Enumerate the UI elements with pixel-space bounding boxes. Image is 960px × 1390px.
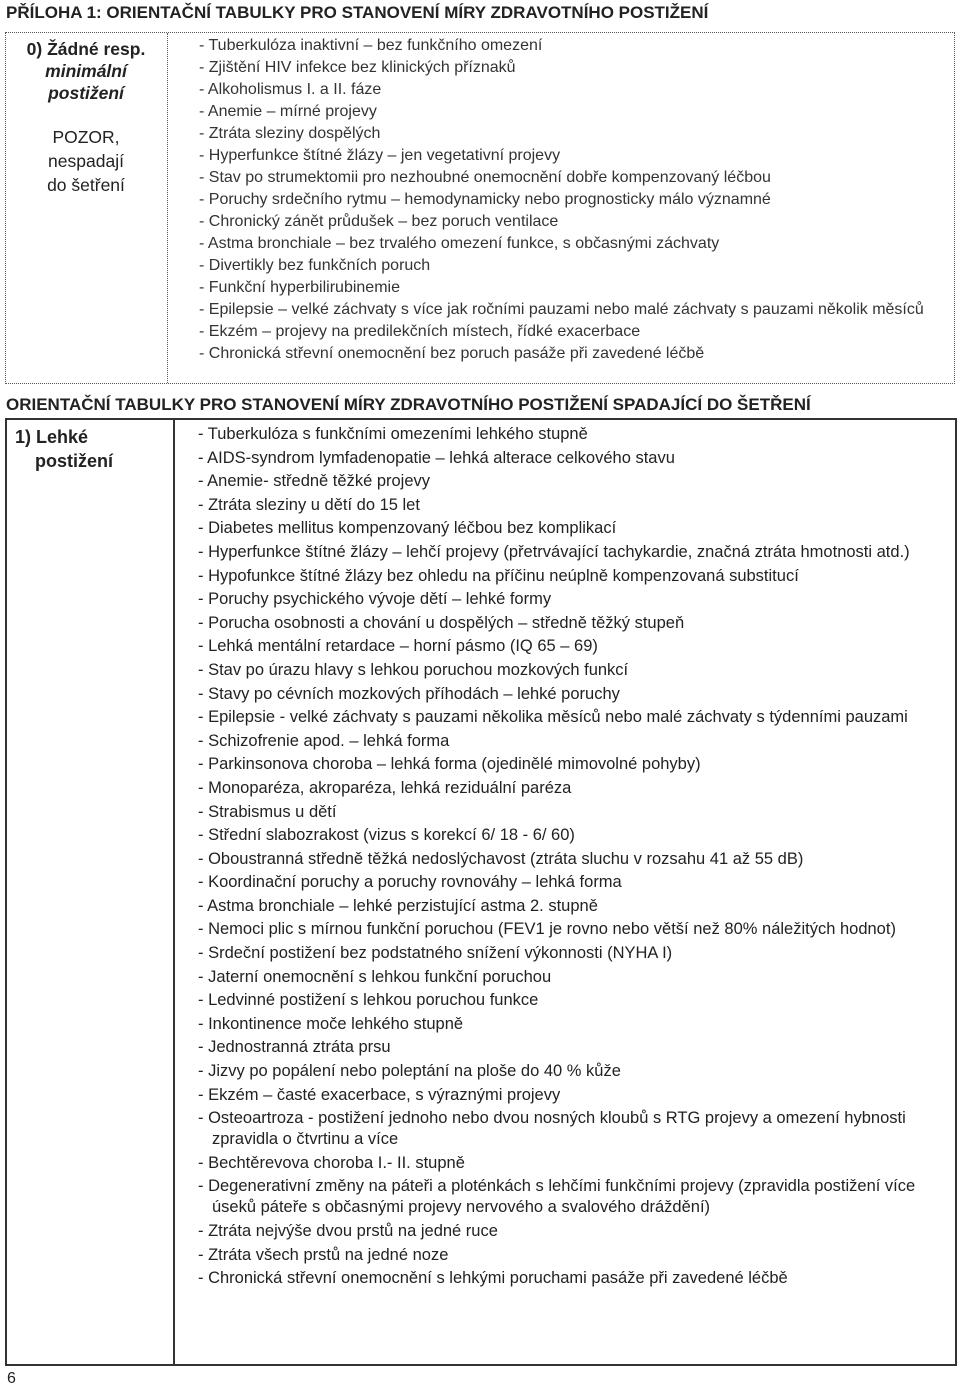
list-item: - Zjištění HIV infekce bez klinických příznaků bbox=[199, 59, 516, 76]
list-item: - Alkoholismus I. a II. fáze bbox=[199, 81, 382, 98]
page-number: 6 bbox=[7, 1370, 16, 1387]
list-item: - Anemie – mírné projevy bbox=[199, 103, 377, 120]
list-item: - Osteoartroza - postižení jednoho nebo dvou nosných kloubů s RTG projevy a omezení hybnosti zpravidla o čtvrtinu a více bbox=[198, 1109, 906, 1149]
list-item: - Schizofrenie apod. – lehká forma bbox=[198, 731, 450, 750]
heading-line: 1) Lehké bbox=[15, 427, 89, 447]
list-item: - Ekzém – projevy na predilekčních místech, řídké exacerbace bbox=[199, 323, 641, 340]
note-line: nespadají bbox=[48, 151, 124, 171]
list-item: - Poruchy psychického vývoje dětí – lehké formy bbox=[198, 590, 552, 609]
list-item: - Oboustranná středně těžká nedoslýchavost (ztráta sluchu v rozsahu 41 až 55 dB) bbox=[198, 849, 804, 868]
list-item: - Divertikly bez funkčních poruch bbox=[199, 257, 431, 274]
list-item: - Ztráta nejvýše dvou prstů na jedné ruce bbox=[198, 1222, 498, 1240]
list-item: - Inkontinence moče lehkého stupně bbox=[198, 1014, 464, 1033]
category-heading-mild bbox=[15, 425, 165, 473]
list-item: - Ekzém – časté exacerbace, s výraznými projevy bbox=[198, 1085, 561, 1104]
list-item: - Epilepsie - velké záchvaty s pauzami několika měsíců nebo malé záchvaty s týdenními pauzami bbox=[198, 708, 908, 727]
list-item: - Porucha osobnosti a chování u dospělých – středně těžký stupeň bbox=[198, 613, 685, 632]
exclusion-note bbox=[6, 125, 166, 197]
condition-list bbox=[199, 35, 949, 365]
note-line: POZOR, bbox=[52, 127, 120, 147]
list-item: - Jednostranná ztráta prsu bbox=[198, 1038, 391, 1057]
column-divider bbox=[173, 420, 175, 1364]
section-subtitle: ORIENTAČNÍ TABULKY PRO STANOVENÍ MÍRY ZDRAVOTNÍHO POSTIŽENÍ SPADAJÍCÍ DO ŠETŘENÍ bbox=[6, 395, 811, 414]
list-item: - Astma bronchiale – bez trvalého omezení funkce, s občasnými záchvaty bbox=[199, 235, 720, 252]
list-item: - Ztráta sleziny u dětí do 15 let bbox=[198, 495, 420, 514]
list-item: - Střední slabozrakost (vizus s korekcí 6/ 18 - 6/ 60) bbox=[198, 826, 575, 845]
table-minimal-impairment bbox=[5, 32, 955, 384]
list-item: - Stavy po cévních mozkových příhodách – lehké poruchy bbox=[198, 684, 620, 703]
list-item: - Monoparéza, akroparéza, lehká reziduální paréza bbox=[198, 778, 572, 797]
list-item: - Lehká mentální retardace – horní pásmo (IQ 65 – 69) bbox=[198, 637, 598, 656]
list-item: - Strabismus u dětí bbox=[198, 802, 337, 821]
list-item: - Tuberkulóza s funkčními omezeními lehkého stupně bbox=[198, 425, 588, 443]
list-item: - Anemie- středně těžké projevy bbox=[198, 472, 431, 491]
list-item: - Chronická střevní onemocnění s lehkými poruchami pasáže při zavedené léčbě bbox=[198, 1269, 788, 1288]
category-heading-minimal bbox=[6, 38, 166, 104]
list-item: - Tuberkulóza inaktivní – bez funkčního omezení bbox=[199, 37, 543, 54]
list-item: - Koordinační poruchy a poruchy rovnováhy – lehká forma bbox=[198, 873, 622, 892]
list-item: - Hyperfunkce štítné žlázy – jen vegetativní projevy bbox=[199, 147, 561, 164]
list-item: - Hypofunkce štítné žlázy bez ohledu na příčinu neúplně kompenzovaná substitucí bbox=[198, 566, 799, 585]
list-item: - Degenerativní změny na páteři a ploténkách s lehčími funkčními projevy (zpravidla postižení více úseků páteře s občasnými projevy nervového a svalového dráždění) bbox=[198, 1177, 916, 1217]
list-item: - Jizvy po popálení nebo poleptání na ploše do 40 % kůže bbox=[198, 1062, 621, 1081]
heading-line: minimální bbox=[45, 61, 127, 81]
list-item: - Ledvinné postižení s lehkou poruchou funkce bbox=[198, 991, 539, 1010]
condition-list bbox=[198, 424, 953, 1292]
list-item: - Hyperfunkce štítné žlázy – lehčí projevy (přetrvávající tachykardie, značná ztráta hmotnosti atd.) bbox=[198, 542, 910, 561]
heading-line: 0) Žádné resp. bbox=[26, 39, 146, 59]
list-item: - Srdeční postižení bez podstatného snížení výkonnosti (NYHA I) bbox=[198, 944, 673, 963]
table-mild-impairment bbox=[5, 418, 957, 1366]
note-line: do šetření bbox=[47, 175, 125, 195]
list-item: - Nemoci plic s mírnou funkční poruchou (FEV1 je rovno nebo větší než 80% náležitých hodnot) bbox=[198, 920, 896, 939]
list-item: - Stav po úrazu hlavy s lehkou poruchou mozkových funkcí bbox=[198, 660, 629, 679]
list-item: - AIDS-syndrom lymfadenopatie – lehká alterace celkového stavu bbox=[198, 448, 675, 467]
heading-line: postižení bbox=[48, 83, 124, 103]
list-item: - Parkinsonova choroba – lehká forma (ojedinělé mimovolné pohyby) bbox=[198, 755, 701, 774]
list-item: - Poruchy srdečního rytmu – hemodynamicky nebo prognosticky málo významné bbox=[199, 191, 771, 208]
list-item: - Bechtěrevova choroba I.- II. stupně bbox=[198, 1153, 465, 1172]
list-item: - Chronický zánět průdušek – bez poruch ventilace bbox=[199, 213, 559, 230]
heading-line: postižení bbox=[35, 451, 114, 471]
list-item: - Astma bronchiale – lehké perzistující astma 2. stupně bbox=[198, 896, 598, 915]
list-item: - Diabetes mellitus kompenzovaný léčbou bez komplikací bbox=[198, 519, 617, 538]
list-item: - Funkční hyperbilirubinemie bbox=[199, 279, 400, 296]
list-item: - Stav po strumektomii pro nezhoubné onemocnění dobře kompenzovaný léčbou bbox=[199, 169, 771, 186]
list-item: - Jaterní onemocnění s lehkou funkční poruchou bbox=[198, 967, 552, 986]
list-item: - Ztráta všech prstů na jedné noze bbox=[198, 1245, 449, 1264]
column-divider bbox=[167, 33, 168, 383]
list-item: - Ztráta sleziny dospělých bbox=[199, 125, 381, 142]
list-item: - Chronická střevní onemocnění bez poruch pasáže při zavedené léčbě bbox=[199, 345, 705, 362]
list-item: - Epilepsie – velké záchvaty s více jak ročními pauzami nebo malé záchvaty s pauzami několik měsíců bbox=[199, 301, 924, 318]
document-title: PŘÍLOHA 1: ORIENTAČNÍ TABULKY PRO STANOVENÍ MÍRY ZDRAVOTNÍHO POSTIŽENÍ bbox=[6, 3, 709, 22]
